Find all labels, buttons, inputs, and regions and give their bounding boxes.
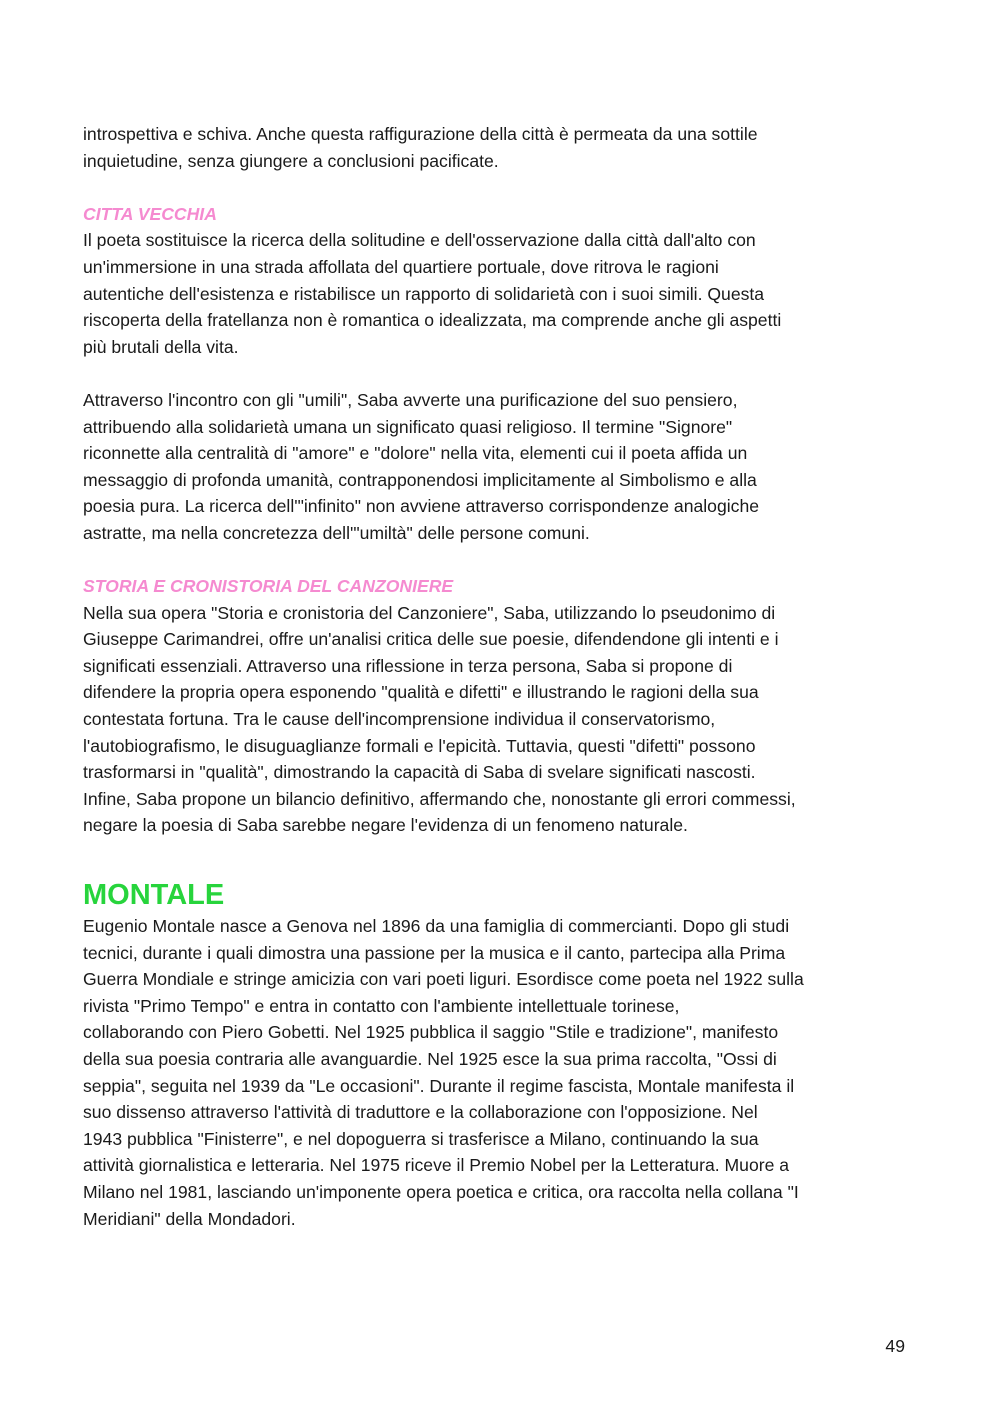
page-number: 49 (885, 1336, 905, 1356)
text-line: Milano nel 1981, lasciando un'imponente opera poetica e critica, ora raccolta nella collana "I (83, 1181, 799, 1202)
text-line: suo dissenso attraverso l'attività di traduttore e la collaborazione con l'opposizione. Nel (83, 1102, 758, 1123)
text-line: più brutali della vita. (83, 336, 239, 357)
heading-montale: MONTALE (83, 879, 225, 912)
text-line: l'autobiografismo, le disuguaglianze formali e l'epicità. Tuttavia, questi "difetti" possono (83, 735, 756, 756)
text-line: collaborando con Piero Gobetti. Nel 1925 pubblica il saggio "Stile e tradizione", manifesto (83, 1022, 779, 1043)
spacer (83, 839, 915, 875)
text-line: negare la poesia di Saba sarebbe negare l'evidenza di un fenomeno naturale. (83, 815, 688, 836)
text-line: riconnette alla centralità di "amore" e "dolore" nella vita, elementi cui il poeta affida un (83, 443, 748, 464)
text-line: Eugenio Montale nasce a Genova nel 1896 da una famiglia di commercianti. Dopo gli studi (83, 916, 790, 937)
text-line: autentiche dell'esistenza e ristabilisce un rapporto di solidarietà con i suoi simili. Questa (83, 283, 765, 304)
section-title-citta-vecchia: CITTA VECCHIA (83, 203, 217, 224)
text-line: Nella sua opera "Storia e cronistoria del Canzoniere", Saba, utilizzando lo pseudonimo di (83, 602, 776, 623)
section-title-storia: STORIA E CRONISTORIA DEL CANZONIERE (83, 576, 454, 597)
text-line: un'immersione in una strada affollata del quartiere portuale, dove ritrova le ragioni (83, 256, 719, 277)
text-line: difendere la propria opera esponendo "qualità e difetti" e illustrando le ragioni della sua (83, 682, 759, 703)
storia-paragraph (83, 600, 915, 839)
text-line: rivista "Primo Tempo" e entra in contatto con l'ambiente intellettuale torinese, (83, 995, 680, 1016)
text-line: Meridiani" della Mondadori. (83, 1208, 296, 1229)
text-line: significati essenziali. Attraverso una riflessione in terza persona, Saba si propone di (83, 655, 733, 676)
spacer (83, 547, 915, 574)
text-line: riscoperta della fratellanza non è romantica o idealizzata, ma comprende anche gli aspetti (83, 310, 782, 331)
text-line: tecnici, durante i quali dimostra una passione per la musica e il canto, partecipa alla Prima (83, 942, 786, 963)
text-line: contestata fortuna. Tra le cause dell'incomprensione individua il conservatorismo, (83, 709, 716, 730)
text-line: messaggio di profonda umanità, contrapponendosi implicitamente al Simbolismo e alla (83, 469, 757, 490)
text-line: seppia", seguita nel 1939 da "Le occasioni". Durante il regime fascista, Montale manifesta il (83, 1075, 795, 1096)
text-line: Giuseppe Carimandrei, offre un'analisi critica delle sue poesie, difendendone gli intenti e i (83, 629, 779, 650)
text-line: inquietudine, senza giungere a conclusioni pacificate. (83, 150, 499, 171)
page-content (83, 121, 915, 1232)
text-line: Guerra Mondiale e stringe amicizia con vari poeti liguri. Esordisce come poeta nel 1922 sulla (83, 969, 804, 990)
citta-vecchia-paragraph-2 (83, 387, 915, 547)
text-line: poesia pura. La ricerca dell'"infinito" non avviene attraverso corrispondenze analogiche (83, 496, 760, 517)
text-line: Infine, Saba propone un bilancio definitivo, affermando che, nonostante gli errori commessi, (83, 788, 796, 809)
text-line: introspettiva e schiva. Anche questa raffigurazione della città è permeata da una sottile (83, 124, 758, 144)
citta-vecchia-paragraph-1 (83, 227, 915, 360)
text-line: astratte, ma nella concretezza dell'"umiltà" delle persone comuni. (83, 522, 590, 543)
text-line: della sua poesia contraria alle avanguardie. Nel 1925 esce la sua prima raccolta, "Ossi di (83, 1049, 777, 1069)
text-line: trasformarsi in "qualità", dimostrando la capacità di Saba di svelare significati nascosti. (83, 762, 756, 783)
text-line: attività giornalistica e letteraria. Nel 1975 riceve il Premio Nobel per la Letteratura. Muore a (83, 1155, 790, 1176)
text-line: Il poeta sostituisce la ricerca della solitudine e dell'osservazione dalla città dall'alto con (83, 230, 756, 251)
text-line: Attraverso l'incontro con gli "umili", Saba avverte una purificazione del suo pensiero, (83, 389, 738, 410)
text-line: 1943 pubblica "Finisterre", e nel dopoguerra si trasferisce a Milano, continuando la sua (83, 1128, 759, 1149)
intro-paragraph (83, 121, 915, 174)
spacer (83, 360, 915, 387)
spacer (83, 174, 915, 201)
montale-paragraph (83, 913, 915, 1232)
text-line: attribuendo alla solidarietà umana un significato quasi religioso. Il termine "Signore" (83, 416, 733, 437)
